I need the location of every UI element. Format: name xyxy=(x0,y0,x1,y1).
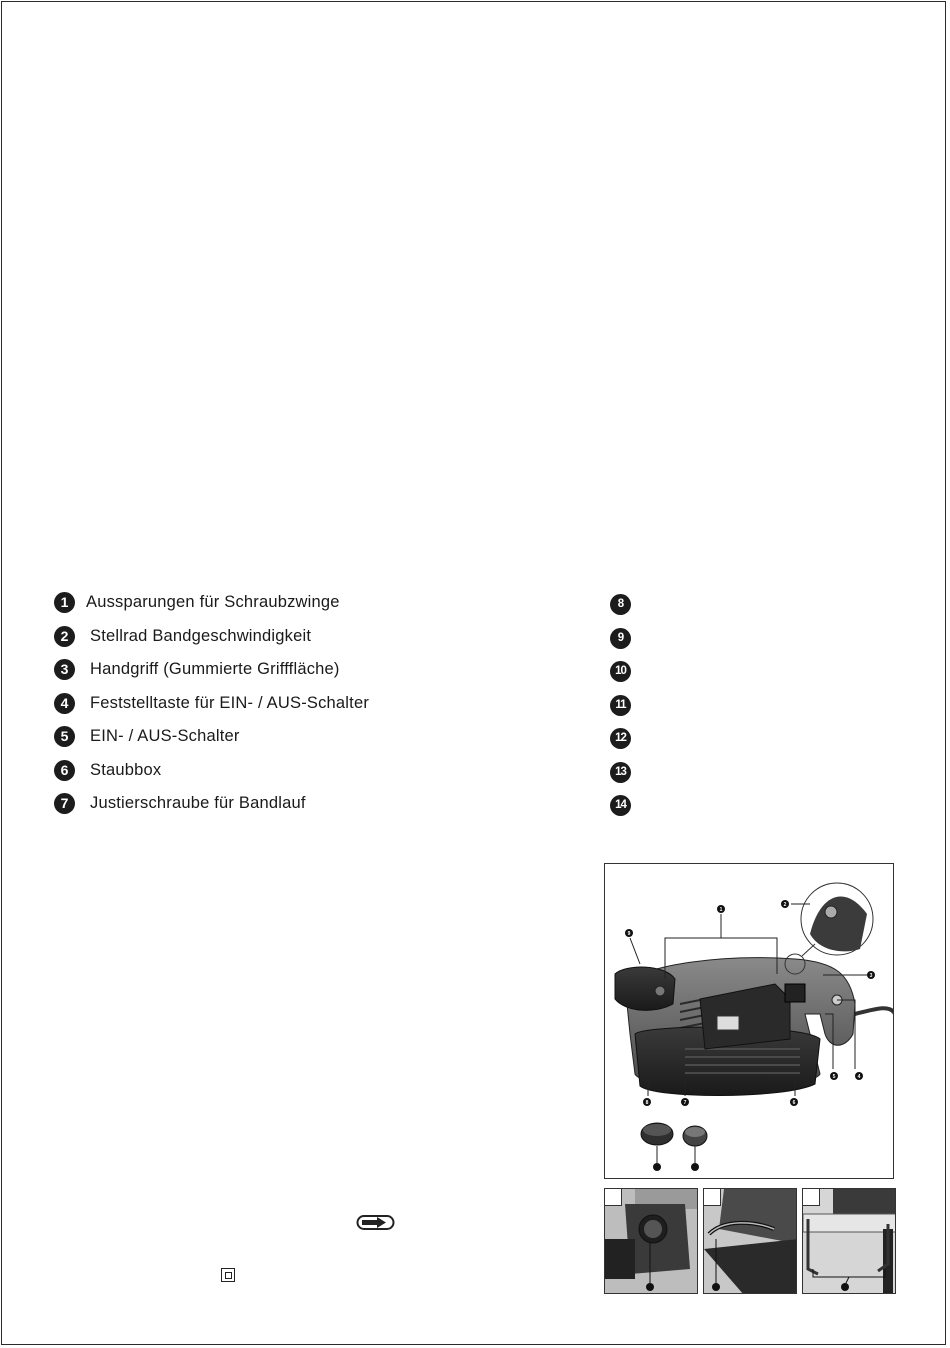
rating-label xyxy=(717,1016,739,1030)
callout-label: 1 xyxy=(719,907,723,913)
callout-label: 9 xyxy=(627,931,631,937)
parts-label: EIN- / AUS-Schalter xyxy=(90,727,240,745)
parts-label: Staubbox xyxy=(90,760,162,779)
callout-label: 7 xyxy=(683,1100,687,1106)
figure-tag xyxy=(803,1189,820,1206)
figure-tag xyxy=(605,1189,622,1206)
parts-item xyxy=(54,626,574,660)
on-off-switch xyxy=(785,984,805,1002)
front-grip xyxy=(615,967,675,1010)
callout-label: 5 xyxy=(832,1074,836,1080)
parts-item xyxy=(54,760,574,794)
power-cord xyxy=(855,1008,893,1014)
number-badge: 8 xyxy=(610,594,631,615)
callout-adapter-2 xyxy=(691,1163,699,1171)
protection-class-ii-icon xyxy=(221,1268,235,1282)
number-badge: 13 xyxy=(610,762,631,783)
figure-tag xyxy=(704,1189,721,1206)
adapter-large-top xyxy=(643,1124,671,1136)
adapter-small-top xyxy=(685,1127,705,1137)
belt-direction-icon xyxy=(356,1214,396,1237)
parts-label: Feststelltaste für EIN- / AUS-Schalter xyxy=(90,693,370,712)
callout-label: 3 xyxy=(869,973,873,979)
number-badge: 4 xyxy=(54,693,75,714)
number-badge: 1 xyxy=(54,592,75,613)
clamp-recess xyxy=(655,986,665,996)
detail-figure-b xyxy=(703,1188,797,1294)
callout-label: 8 xyxy=(645,1100,649,1106)
belt-sander-illustration xyxy=(604,863,894,1179)
callout-label: 2 xyxy=(783,902,787,908)
parts-item xyxy=(54,793,574,827)
speed-dial xyxy=(825,906,837,918)
belt-sander-drawing xyxy=(605,864,893,1178)
parts-label: Stellrad Bandgeschwindigkeit xyxy=(90,626,312,645)
number-badge: 6 xyxy=(54,760,75,781)
detail-figure-a xyxy=(604,1188,698,1294)
number-badge: 9 xyxy=(610,628,631,649)
number-badge: 2 xyxy=(54,626,75,647)
number-badge: 7 xyxy=(54,793,75,814)
callout-label: 6 xyxy=(792,1100,796,1106)
parts-label: Justierschraube für Bandlauf xyxy=(90,794,306,812)
parts-item xyxy=(54,726,574,760)
parts-item xyxy=(54,693,574,727)
detail-figure-c xyxy=(802,1188,896,1294)
number-badge: 10 xyxy=(610,661,631,682)
detail-line xyxy=(802,944,815,956)
callout-label: 4 xyxy=(857,1074,861,1080)
number-badge: 14 xyxy=(610,795,631,816)
parts-list xyxy=(54,592,574,827)
number-badge: 11 xyxy=(610,695,631,716)
callout-adapter-1 xyxy=(653,1163,661,1171)
parts-label: Aussparungen für Schraubzwinge xyxy=(86,593,340,611)
parts-label: Handgriff (Gummierte Grifffläche) xyxy=(90,660,340,678)
number-badge: 5 xyxy=(54,726,75,747)
parts-item xyxy=(54,592,574,626)
number-badge: 3 xyxy=(54,659,75,680)
number-badge: 12 xyxy=(610,728,631,749)
parts-item xyxy=(54,659,574,693)
